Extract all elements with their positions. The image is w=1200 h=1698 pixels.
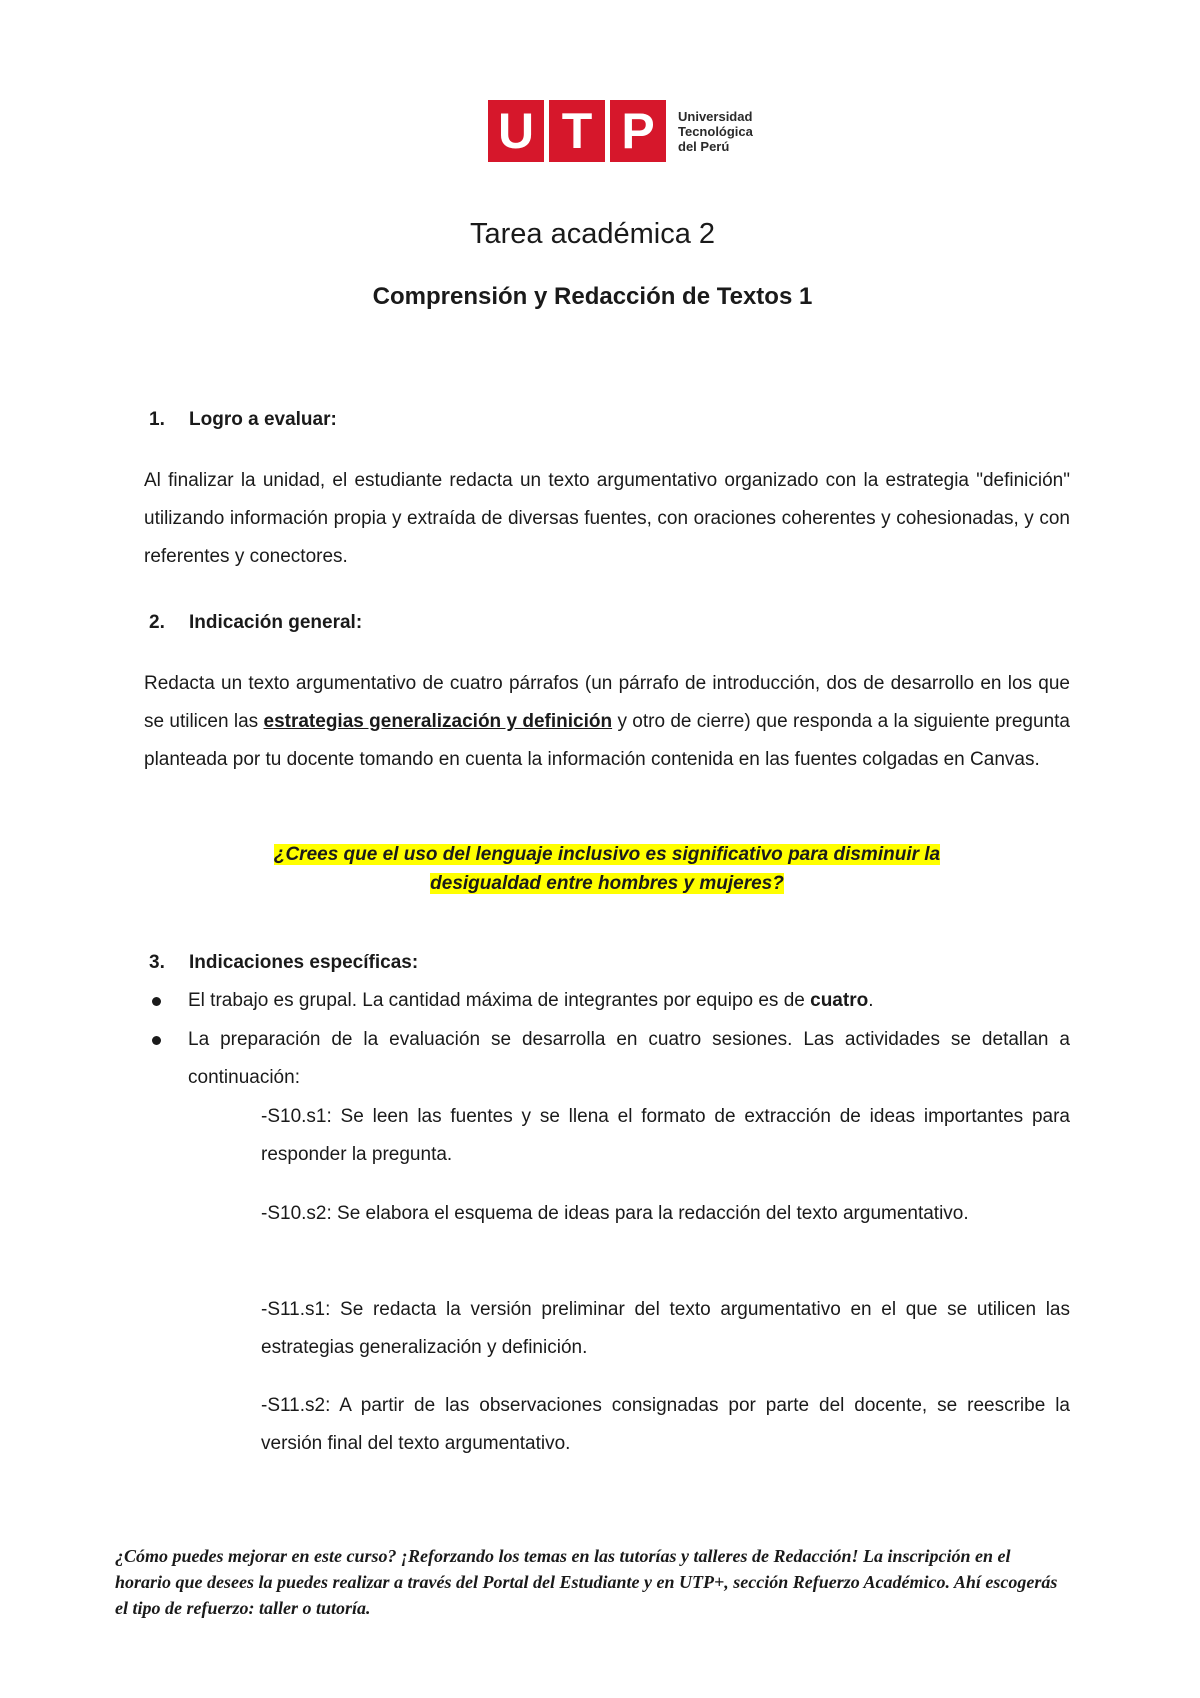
logo-line-1: Universidad xyxy=(678,108,753,124)
guiding-question xyxy=(144,840,1070,898)
section-3-title: Indicaciones específicas: xyxy=(189,952,419,973)
section-2-number: 2. xyxy=(149,612,165,633)
section-2-text xyxy=(144,665,1070,779)
section-2-heading xyxy=(149,612,362,634)
session-item-3: -S11.s1: Se redacta la versión preliminar del texto argumentativo en el que se utilicen las estrategias generalización y definición. xyxy=(261,1299,1070,1358)
session-item-4: -S11.s2: A partir de las observaciones consignadas por parte del docente, se reescribe la versión final del texto argumentativo. xyxy=(261,1395,1070,1454)
section-2-title: Indicación general: xyxy=(189,612,363,633)
section-2-text-part-1: Redacta un texto argumentativo de cuatro párrafos (un párrafo de introducción, dos de desarrollo en los que se utilicen las xyxy=(144,673,1070,732)
section-3-number: 3. xyxy=(149,952,165,973)
footer-note: ¿Cómo puedes mejorar en este curso? ¡Reforzando los temas en las tutorías y talleres de Redacción! La inscripción en el horario que desees la puedes realizar a través del Portal del Estudiante y en UTP+, sección Refuerzo Académico. Ahí escogerás el tipo de refuerzo: taller o tutoría. xyxy=(115,1546,1058,1618)
question-line-2: desigualdad entre hombres y mujeres? xyxy=(430,873,784,894)
document-subtitle: Comprensión y Redacción de Textos 1 xyxy=(372,283,813,310)
utp-logo xyxy=(488,100,753,162)
bullet-2-icon xyxy=(152,1036,161,1045)
bullet-1-end: . xyxy=(868,990,874,1011)
section-1-text: Al finalizar la unidad, el estudiante redacta un texto argumentativo organizado con la estrategia "definición" utilizando información propia y extraída de diversas fuentes, con oraciones coherentes y cohesionadas, y con referentes y conectores. xyxy=(144,470,1070,567)
section-3-heading xyxy=(149,952,418,974)
logo-letter-t: T xyxy=(549,100,605,162)
section-2-text-part-2: y otro de cierre) que responda a la siguiente pregunta planteada por tu docente tomando en cuenta la información contenida en las fuentes colgadas en Canvas. xyxy=(144,711,1070,770)
bullet-1-bold: cuatro xyxy=(810,990,869,1011)
section-1-title: Logro a evaluar: xyxy=(189,409,337,430)
logo-letter-u: U xyxy=(488,100,544,162)
bullet-1-icon xyxy=(152,997,161,1006)
section-2-emphasis: estrategias generalización y definición xyxy=(263,711,613,732)
bullet-1-text: El trabajo es grupal. La cantidad máxima de integrantes por equipo es de xyxy=(188,990,811,1011)
bullet-1 xyxy=(188,982,1070,1020)
session-item-1: -S10.s1: Se leen las fuentes y se llena el formato de extracción de ideas importantes para responder la pregunta. xyxy=(261,1106,1070,1165)
logo-letters xyxy=(488,100,666,162)
session-item-2: -S10.s2: Se elabora el esquema de ideas para la redacción del texto argumentativo. xyxy=(261,1203,969,1224)
logo-letter-p: P xyxy=(610,100,666,162)
logo-line-3: del Perú xyxy=(678,138,730,154)
logo-wordmark xyxy=(678,109,753,154)
document-title: Tarea académica 2 xyxy=(469,218,716,250)
logo-line-2: Tecnológica xyxy=(678,123,753,139)
section-1-heading xyxy=(149,409,337,431)
section-1-number: 1. xyxy=(149,409,165,430)
question-line-1: ¿Crees que el uso del lenguaje inclusivo es significativo para disminuir la xyxy=(273,844,941,865)
bullet-2: La preparación de la evaluación se desarrolla en cuatro sesiones. Las actividades se detallan a continuación: xyxy=(188,1029,1070,1088)
